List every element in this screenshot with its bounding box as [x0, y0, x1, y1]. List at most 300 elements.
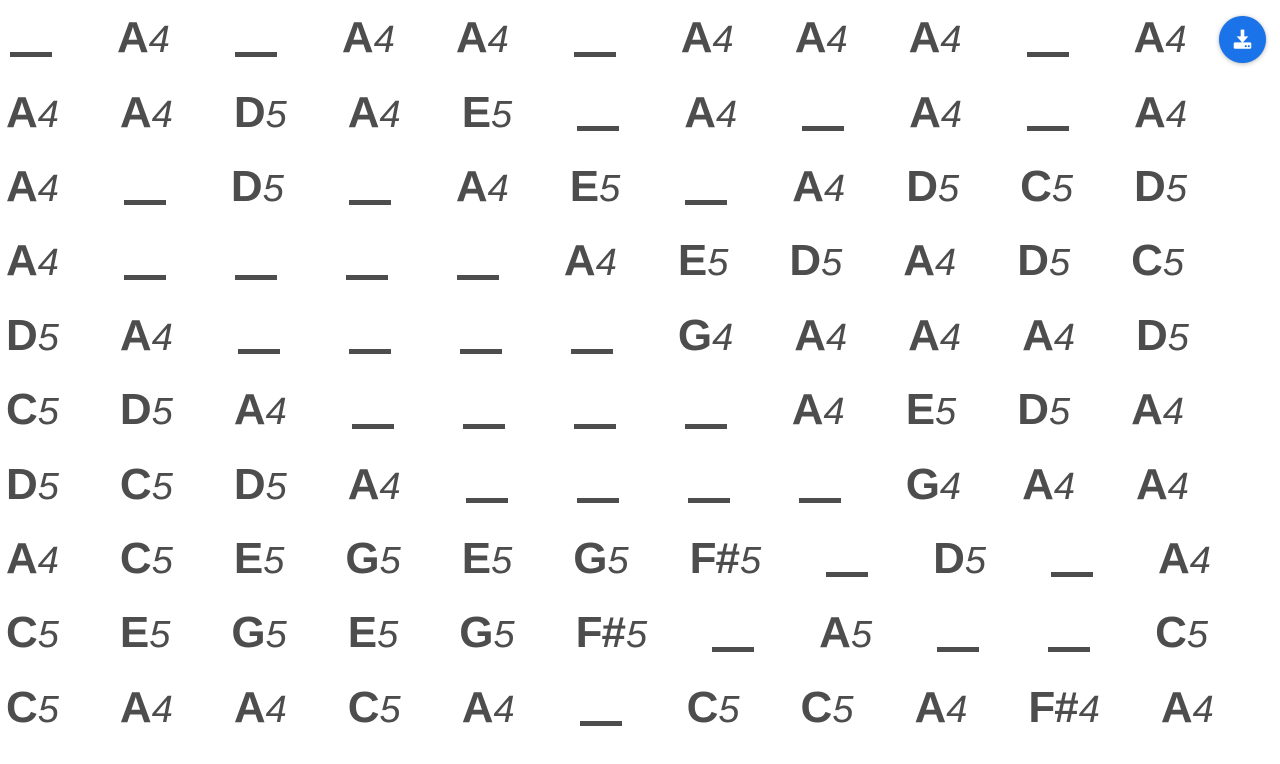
note-octave: 5	[832, 688, 854, 731]
note-octave: 5	[151, 391, 173, 434]
note-label	[794, 13, 848, 63]
rest-bar	[346, 275, 388, 280]
note-octave: 4	[595, 242, 617, 285]
note-octave: 5	[265, 465, 287, 508]
note-octave: 4	[946, 688, 968, 731]
note-octave: 4	[265, 688, 287, 731]
note-octave: 5	[626, 614, 648, 657]
note-row	[0, 224, 1280, 298]
rest-placeholder	[570, 52, 620, 57]
rest-bar	[712, 647, 754, 652]
note-label	[1134, 161, 1187, 211]
rest-placeholder	[345, 200, 395, 205]
note-label	[233, 87, 287, 137]
rest-placeholder	[453, 275, 503, 280]
note-octave: 5	[1051, 167, 1074, 210]
note-octave: 5	[379, 539, 401, 582]
note-pitch: F#	[575, 608, 626, 658]
note-octave: 4	[151, 316, 173, 359]
note-label	[680, 13, 734, 63]
note-octave: 4	[1053, 316, 1075, 359]
note-label	[347, 682, 401, 732]
note-row	[0, 1, 1280, 75]
note-label	[6, 310, 59, 360]
note-label	[233, 385, 287, 435]
note-label	[1022, 459, 1075, 509]
note-octave: 4	[1078, 688, 1100, 731]
note-octave: 5	[491, 539, 513, 582]
note-octave: 5	[263, 539, 285, 582]
note-octave: 5	[1162, 242, 1185, 285]
rest-bar	[463, 424, 505, 429]
note-pitch: A	[347, 87, 379, 137]
note-pitch: G	[677, 310, 712, 360]
note-octave: 4	[712, 19, 734, 62]
note-pitch: A	[1022, 310, 1053, 360]
note-label	[1160, 682, 1214, 732]
rest-placeholder	[567, 349, 617, 354]
rest-placeholder	[1023, 126, 1073, 131]
note-octave: 5	[607, 539, 629, 582]
note-octave: 5	[265, 614, 287, 657]
note-octave: 5	[265, 93, 287, 136]
note-label	[1133, 13, 1187, 63]
note-label	[684, 87, 738, 137]
note-pitch: D	[6, 459, 37, 509]
note-pitch: E	[461, 533, 491, 583]
note-octave: 4	[487, 19, 509, 62]
note-octave: 5	[37, 688, 59, 731]
rest-bar	[235, 52, 277, 57]
note-octave: 5	[707, 242, 729, 285]
note-pitch: E	[677, 236, 707, 286]
note-pitch: C	[1020, 161, 1051, 211]
note-pitch: C	[6, 385, 37, 435]
note-pitch: E	[461, 87, 491, 137]
note-pitch: C	[119, 459, 151, 509]
note-octave: 4	[151, 688, 173, 731]
rest-placeholder	[342, 275, 392, 280]
note-pitch: D	[906, 161, 937, 211]
note-label	[6, 87, 59, 137]
note-octave: 4	[493, 688, 515, 731]
note-pitch: E	[569, 161, 599, 211]
note-octave: 5	[937, 167, 960, 210]
rest-placeholder	[120, 200, 170, 205]
rest-bar	[238, 349, 280, 354]
note-pitch: D	[233, 459, 265, 509]
rest-bar	[1027, 52, 1069, 57]
note-label	[119, 459, 173, 509]
note-octave: 4	[265, 391, 287, 434]
note-pitch: A	[791, 385, 823, 435]
rest-placeholder	[570, 424, 620, 429]
note-label	[908, 13, 962, 63]
note-pitch: A	[1134, 87, 1165, 137]
note-label	[1017, 385, 1071, 435]
rest-placeholder	[348, 424, 398, 429]
note-label	[6, 385, 59, 435]
rest-placeholder	[345, 349, 395, 354]
note-label	[789, 236, 843, 286]
note-label	[903, 236, 957, 286]
note-octave: 4	[712, 316, 734, 359]
note-pitch: C	[119, 533, 151, 583]
note-label	[1135, 459, 1189, 509]
note-octave: 5	[718, 688, 740, 731]
note-label	[905, 385, 957, 435]
note-label	[1131, 385, 1185, 435]
note-pitch: A	[1131, 385, 1162, 435]
note-octave: 4	[37, 167, 59, 210]
note-pitch: A	[794, 13, 826, 63]
note-label	[455, 13, 509, 63]
note-octave: 4	[1189, 539, 1211, 582]
note-pitch: E	[233, 533, 263, 583]
note-label	[233, 459, 287, 509]
note-label	[347, 459, 401, 509]
note-octave: 5	[37, 614, 59, 657]
note-pitch: A	[6, 161, 37, 211]
note-octave: 5	[1167, 316, 1189, 359]
note-octave: 5	[377, 614, 399, 657]
note-label	[1155, 608, 1209, 658]
note-label	[908, 310, 962, 360]
note-label	[575, 608, 648, 658]
note-octave: 5	[151, 539, 173, 582]
rest-placeholder	[822, 572, 872, 577]
note-pitch: A	[6, 87, 37, 137]
note-row	[0, 447, 1280, 521]
note-pitch: C	[686, 682, 718, 732]
note-label	[6, 236, 59, 286]
note-pitch: D	[233, 87, 265, 137]
note-label	[347, 608, 399, 658]
note-label	[791, 385, 845, 435]
note-pitch: A	[1158, 533, 1189, 583]
rest-placeholder	[681, 200, 731, 205]
note-label	[914, 682, 968, 732]
rest-bar	[460, 349, 502, 354]
note-octave: 4	[37, 539, 59, 582]
note-pitch: D	[933, 533, 964, 583]
note-row	[0, 75, 1280, 149]
note-octave: 5	[1186, 614, 1209, 657]
note-label	[455, 161, 509, 211]
note-label	[1022, 310, 1075, 360]
rest-placeholder	[681, 424, 731, 429]
note-pitch: D	[1135, 310, 1167, 360]
note-octave: 4	[940, 19, 962, 62]
note-pitch: A	[794, 310, 825, 360]
note-pitch: D	[1017, 236, 1048, 286]
note-label	[230, 161, 284, 211]
note-pitch: A	[117, 13, 148, 63]
note-pitch: A	[119, 87, 151, 137]
rest-bar	[349, 200, 391, 205]
note-label	[461, 533, 513, 583]
note-pitch: D	[1134, 161, 1165, 211]
note-octave: 5	[935, 391, 957, 434]
note-label	[6, 682, 59, 732]
note-octave: 5	[739, 539, 762, 582]
note-label	[1134, 87, 1187, 137]
note-octave: 5	[379, 688, 401, 731]
rest-bar	[574, 424, 616, 429]
note-octave: 4	[939, 316, 962, 359]
note-label	[117, 13, 170, 63]
rest-bar	[826, 572, 868, 577]
rest-placeholder	[1044, 647, 1094, 652]
note-pitch: A	[119, 682, 151, 732]
rest-bar	[802, 126, 844, 131]
note-octave: 5	[37, 316, 59, 359]
rest-bar	[1048, 647, 1090, 652]
note-octave: 4	[379, 93, 401, 136]
note-label	[677, 236, 729, 286]
note-octave: 4	[1165, 93, 1187, 136]
note-pitch: A	[563, 236, 595, 286]
note-label	[689, 533, 762, 583]
note-octave: 4	[1167, 465, 1189, 508]
note-pitch: A	[903, 236, 935, 286]
note-octave: 4	[940, 93, 963, 136]
note-pitch: A	[908, 310, 939, 360]
note-row	[0, 299, 1280, 373]
rest-bar	[685, 424, 727, 429]
note-pitch: A	[341, 13, 373, 63]
rest-placeholder	[573, 126, 623, 131]
note-octave: 4	[824, 167, 846, 210]
note-label	[6, 459, 59, 509]
rest-placeholder	[120, 275, 170, 280]
note-label	[345, 533, 401, 583]
rest-bar	[799, 498, 841, 503]
note-label	[569, 161, 621, 211]
note-label	[119, 87, 173, 137]
rest-placeholder	[459, 424, 509, 429]
note-pitch: G	[905, 459, 939, 509]
note-pitch: A	[6, 236, 37, 286]
note-pitch: A	[1135, 459, 1167, 509]
note-pitch: G	[459, 608, 493, 658]
rest-bar	[124, 275, 166, 280]
note-label	[341, 13, 395, 63]
rest-placeholder	[234, 349, 284, 354]
rest-placeholder	[462, 498, 512, 503]
rest-placeholder	[231, 52, 281, 57]
note-octave: 5	[1165, 167, 1187, 210]
note-pitch: A	[455, 161, 487, 211]
note-octave: 5	[151, 465, 173, 508]
note-octave: 4	[487, 167, 509, 210]
note-pitch: A	[914, 682, 946, 732]
note-label	[794, 310, 848, 360]
note-label	[1131, 236, 1185, 286]
note-pitch: A	[680, 13, 712, 63]
note-pitch: A	[909, 87, 940, 137]
rest-placeholder	[1023, 52, 1073, 57]
note-octave: 5	[493, 614, 515, 657]
note-pitch: A	[119, 310, 151, 360]
note-pitch: D	[119, 385, 151, 435]
note-label	[1158, 533, 1211, 583]
note-label	[119, 682, 173, 732]
note-label	[792, 161, 846, 211]
note-label	[119, 310, 173, 360]
note-label	[119, 608, 171, 658]
rest-placeholder	[684, 498, 734, 503]
rest-bar	[577, 126, 619, 131]
note-label	[909, 87, 963, 137]
note-pitch: A	[908, 13, 940, 63]
note-octave: 4	[1165, 19, 1187, 62]
note-pitch: F#	[689, 533, 739, 583]
note-label	[231, 608, 287, 658]
note-pitch: A	[1160, 682, 1192, 732]
note-label	[1135, 310, 1189, 360]
note-row	[0, 596, 1280, 670]
note-row	[0, 522, 1280, 596]
note-pitch: G	[231, 608, 265, 658]
rest-placeholder	[1047, 572, 1097, 577]
note-pitch: A	[6, 533, 37, 583]
note-octave: 5	[37, 465, 59, 508]
note-pitch: A	[1022, 459, 1053, 509]
note-octave: 5	[149, 614, 171, 657]
note-label	[6, 161, 59, 211]
note-label	[686, 682, 740, 732]
note-octave: 5	[262, 167, 284, 210]
note-pitch: A	[792, 161, 824, 211]
note-pitch: D	[1017, 385, 1048, 435]
note-octave: 5	[1048, 391, 1071, 434]
note-octave: 4	[715, 93, 738, 136]
note-pitch: D	[789, 236, 821, 286]
note-row	[0, 671, 1280, 745]
note-label	[6, 533, 59, 583]
note-label	[119, 385, 173, 435]
note-octave: 4	[373, 19, 395, 62]
rest-bar	[1051, 572, 1093, 577]
rest-placeholder	[231, 275, 281, 280]
note-pitch: C	[800, 682, 832, 732]
note-octave: 4	[148, 19, 170, 62]
note-octave: 5	[37, 391, 59, 434]
note-pitch: A	[461, 682, 493, 732]
note-octave: 4	[826, 19, 848, 62]
note-pitch: C	[6, 608, 37, 658]
note-pitch: E	[347, 608, 377, 658]
note-label	[119, 533, 173, 583]
note-row	[0, 150, 1280, 224]
note-octave: 5	[850, 614, 873, 657]
note-octave: 4	[823, 391, 845, 434]
rest-bar	[937, 647, 979, 652]
note-label	[459, 608, 515, 658]
note-label	[461, 682, 515, 732]
note-label	[461, 87, 513, 137]
rest-bar	[10, 52, 52, 57]
rest-placeholder	[933, 647, 983, 652]
rest-bar	[580, 721, 622, 726]
note-pitch: A	[684, 87, 715, 137]
rest-placeholder	[708, 647, 758, 652]
note-pitch: E	[905, 385, 935, 435]
note-pitch: C	[1131, 236, 1162, 286]
note-pitch: A	[819, 608, 850, 658]
note-octave: 5	[599, 167, 621, 210]
note-octave: 4	[939, 465, 962, 508]
rest-bar	[124, 200, 166, 205]
note-octave: 5	[491, 93, 513, 136]
note-pitch: A	[455, 13, 487, 63]
rest-placeholder	[795, 498, 845, 503]
note-label	[905, 459, 962, 509]
rest-bar	[688, 498, 730, 503]
note-pitch: A	[233, 385, 265, 435]
note-octave: 4	[935, 242, 957, 285]
note-pitch: A	[1133, 13, 1165, 63]
rest-bar	[349, 349, 391, 354]
download-button[interactable]	[1219, 16, 1266, 63]
rest-placeholder	[798, 126, 848, 131]
note-label	[233, 682, 287, 732]
note-octave: 4	[1053, 465, 1075, 508]
note-label	[677, 310, 734, 360]
download-icon	[1229, 26, 1256, 53]
rest-bar	[1027, 126, 1069, 131]
rest-placeholder	[576, 721, 626, 726]
note-octave: 5	[1048, 242, 1071, 285]
note-label	[563, 236, 617, 286]
note-label	[573, 533, 629, 583]
rest-bar	[574, 52, 616, 57]
rest-bar	[577, 498, 619, 503]
note-label	[1020, 161, 1074, 211]
note-pitch: E	[119, 608, 149, 658]
note-pitch: C	[347, 682, 379, 732]
rest-bar	[466, 498, 508, 503]
rest-bar	[685, 200, 727, 205]
note-octave: 5	[821, 242, 843, 285]
rest-bar	[457, 275, 499, 280]
note-octave: 4	[1192, 688, 1214, 731]
note-label	[819, 608, 873, 658]
note-pitch: D	[230, 161, 262, 211]
note-pitch: F#	[1028, 682, 1078, 732]
note-octave: 4	[826, 316, 848, 359]
note-octave: 4	[37, 242, 59, 285]
note-pitch: A	[347, 459, 379, 509]
note-octave: 4	[151, 93, 173, 136]
note-pitch: G	[573, 533, 607, 583]
note-octave: 5	[964, 539, 987, 582]
note-pitch: A	[233, 682, 265, 732]
note-label	[233, 533, 285, 583]
rest-placeholder	[573, 498, 623, 503]
rest-bar	[352, 424, 394, 429]
note-label	[800, 682, 854, 732]
note-pitch: C	[1155, 608, 1186, 658]
notes-grid	[0, 1, 1280, 745]
rest-bar	[235, 275, 277, 280]
note-octave: 4	[1162, 391, 1185, 434]
note-row	[0, 373, 1280, 447]
note-pitch: G	[345, 533, 379, 583]
note-label	[933, 533, 987, 583]
rest-bar	[571, 349, 613, 354]
